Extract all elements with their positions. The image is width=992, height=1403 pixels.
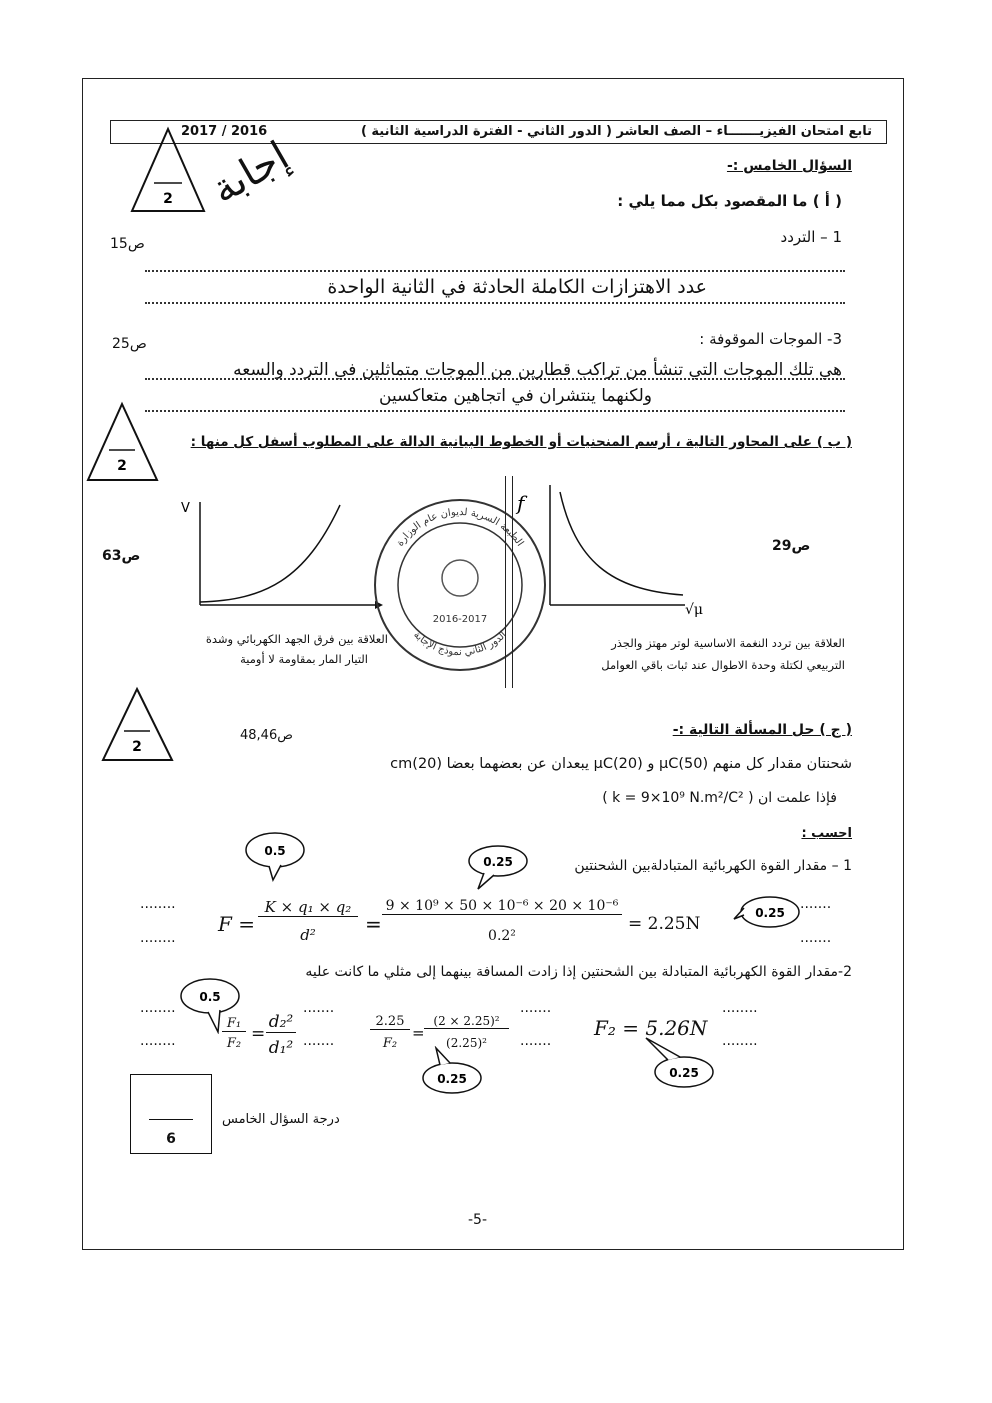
q2-f-num: F₁ xyxy=(222,1016,246,1032)
q2-label: 2-مقدار القوة الكهربائية المتبادلة بين الشحنتين إذا زادت المسافة بينهما إلى مثلي ما كانت عليه xyxy=(305,964,852,980)
mark-q2-a: 0.5 xyxy=(199,990,221,1004)
dots-left: ........ xyxy=(140,1000,176,1016)
score-b: 2 xyxy=(117,458,127,474)
mark-bubble xyxy=(732,893,802,933)
problem-given: فإذا علمت ان ( k = 9×10⁹ N.m²/C² ) xyxy=(602,790,837,806)
graph-right-y-label: f xyxy=(517,491,525,515)
curve-v-i xyxy=(200,505,340,602)
divider-line xyxy=(512,476,513,688)
divider-line xyxy=(505,476,506,688)
q1-label: 1 – مقدار القوة الكهربائية المتبادلةبين الشحنتين xyxy=(574,858,852,874)
dots: ....... xyxy=(303,1033,335,1049)
exam-title: تابع امتحان الفيزيـــــــاء – الصف العاشر ( الدور الثاني - الفترة الدراسية الثانية ) xyxy=(360,124,872,139)
q2-d-den: d₁² xyxy=(268,1038,294,1058)
item1-page-ref: ص15 xyxy=(110,236,145,252)
graph-right-caption-1: العلاقة بين تردد النغمة الاساسية لوتر مهتز والجذر xyxy=(611,636,845,650)
graph-left-y-label: V xyxy=(181,501,190,516)
graph-left-caption-1: العلاقة بين فرق الجهد الكهربائي وشدة xyxy=(205,632,388,646)
dots-right: ....... xyxy=(800,896,832,912)
calc-label: احسب : xyxy=(801,826,852,841)
part-a-prompt: ( أ ) ما المقصود بكل مما يلي : xyxy=(617,192,842,210)
q2-sub-rnum: (2 × 2.25)² xyxy=(424,1014,509,1029)
mark-q2-c: 0.25 xyxy=(669,1066,699,1080)
total-score-box xyxy=(130,1074,212,1154)
score-c: 2 xyxy=(132,739,142,755)
q1-numerator-values: 9 × 10⁹ × 50 × 10⁻⁶ × 20 × 10⁻⁶ xyxy=(382,898,622,915)
item3-page-ref: ص25 xyxy=(112,336,147,352)
graph-right-x-label: √μ xyxy=(685,602,704,618)
stamp-text-top: الطبعة السرية لديوان عام الوزارة xyxy=(394,506,526,549)
dots-right: ....... xyxy=(800,930,832,946)
dots: ....... xyxy=(520,1000,552,1016)
dots: ....... xyxy=(520,1033,552,1049)
q2-d-num: d₂² xyxy=(266,1012,296,1033)
score-divider xyxy=(149,1119,193,1120)
dots: ....... xyxy=(303,1000,335,1016)
mark-bubble xyxy=(243,830,309,882)
item3-answer-line2: ولكنهما ينتشران في اتجاهين متعاكسين xyxy=(379,386,652,406)
graph-right-caption-2: التربيعي لكتلة وحدة الاطوال عند ثبات باقي العوامل xyxy=(601,658,845,672)
item3-answer-line1: هي تلك الموجات التي تنشأ من تراكب قطارين من الموجات متماثلين في التردد والسعه xyxy=(233,360,842,380)
handwritten-answer-mark: إجابة xyxy=(203,132,297,214)
problem-statement: شحنتان مقدار كل منهم (50)μC و (20)μC يبعدان عن بعضهما بعضا (20)cm xyxy=(390,756,852,772)
exam-header xyxy=(110,120,887,144)
q2-sub-num: 2.25 xyxy=(370,1014,410,1030)
answer-line xyxy=(145,270,845,272)
graph-v-i xyxy=(175,490,385,620)
mark-q1-b: 0.25 xyxy=(483,855,513,869)
stamp-years: 2016-2017 xyxy=(432,614,488,625)
item1-answer: عدد الاهتزازات الكاملة الحادثة في الثانية الواحدة xyxy=(327,276,707,298)
q1-denominator-values: 0.2² xyxy=(488,928,516,944)
dots-left: ........ xyxy=(140,1033,176,1049)
graph-left-page-ref: ص63 xyxy=(102,548,141,564)
dots-right: ........ xyxy=(722,1000,758,1016)
mark-bubble xyxy=(466,843,532,893)
question-title: السؤال الخامس :- xyxy=(726,158,852,174)
svg-text:الدور الثاني نموذج الإجابة xyxy=(411,629,509,658)
item1-label: 1 – التردد xyxy=(780,228,842,246)
score-triangle-c xyxy=(100,685,175,765)
mark-q1-a: 0.5 xyxy=(264,844,286,858)
part-c-prompt: ( ج ) حل المسألة التالية :- xyxy=(672,722,852,738)
mark-q1-c: 0.25 xyxy=(755,906,785,920)
q1-numerator: K × q₁ × q₂ xyxy=(258,898,358,917)
score-triangle-a xyxy=(128,125,208,215)
graph-right-page-ref: ص29 xyxy=(772,538,811,554)
q2-sub-rden: (2.25)² xyxy=(446,1036,487,1050)
item3-label: 3- الموجات الموقوفة : xyxy=(699,330,842,348)
answer-line xyxy=(145,378,845,380)
dots-left: ........ xyxy=(140,896,176,912)
mark-q2-b: 0.25 xyxy=(437,1072,467,1086)
score-a: 2 xyxy=(163,191,173,207)
mark-bubble xyxy=(418,1046,484,1096)
q1-result: = 2.25N xyxy=(628,914,701,934)
stamp-text-bottom: الدور الثاني نموذج الإجابة xyxy=(411,629,509,659)
exam-year: 2017 / 2016 xyxy=(181,124,268,139)
q2-result: F₂ = 5.26N xyxy=(594,1016,708,1040)
total-label: درجة السؤال الخامس xyxy=(222,1112,340,1127)
curve-f-mu xyxy=(560,492,683,595)
dots-left: ........ xyxy=(140,930,176,946)
part-c-page-ref: ص48,46 xyxy=(240,728,293,743)
score-triangle-b xyxy=(85,400,160,485)
q1-equals: = xyxy=(365,912,382,936)
mark-bubble xyxy=(640,1036,720,1092)
answer-line xyxy=(145,410,845,412)
q1-denominator: d² xyxy=(300,926,316,944)
dots-right: ........ xyxy=(722,1033,758,1049)
q2-equals-2: = xyxy=(412,1024,425,1042)
total-score: 6 xyxy=(166,1131,176,1147)
q2-f-den: F₂ xyxy=(226,1036,242,1051)
graph-left-caption-2: التيار المار بمقاومة لا أومية xyxy=(240,652,368,666)
q2-equals: = xyxy=(251,1024,266,1044)
page-number: -5- xyxy=(468,1212,488,1228)
graph-f-mu xyxy=(515,480,715,620)
part-b-prompt: ( ب ) على المحاور التالية ، أرسم المنحنيات أو الخطوط البيانية الدالة على المطلوب أسفل كل منها : xyxy=(190,434,852,450)
answer-line xyxy=(145,302,845,304)
q1-lhs: F = xyxy=(218,912,255,936)
q2-sub-den: F₂ xyxy=(382,1036,398,1051)
